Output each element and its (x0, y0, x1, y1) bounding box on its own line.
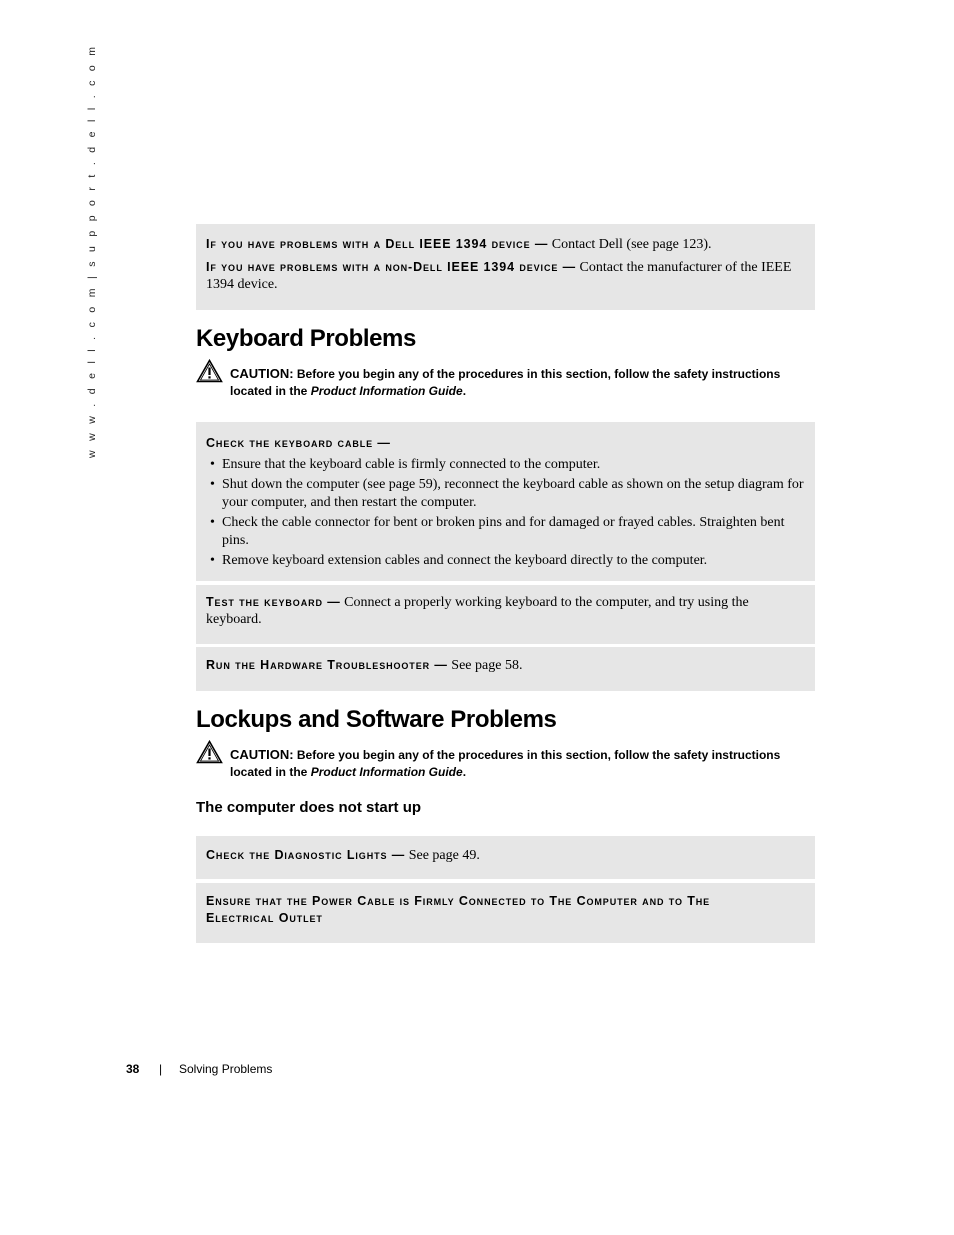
keyboard-problems-title: Keyboard Problems (196, 325, 416, 352)
ieee1394-dell-heading: If you have problems with a Dell IEEE 1394 device — (206, 237, 549, 251)
check-diagnostic-lights-heading: Check the Diagnostic Lights — (206, 848, 406, 862)
run-troubleshooter-heading: Run the Hardware Troubleshooter — (206, 658, 448, 672)
keyboard-caution-label: CAUTION: (230, 366, 294, 381)
ieee1394-dell-text: Contact Dell (see page 123). (551, 237, 712, 252)
keyboard-caution-guide: Product Information Guide (310, 384, 463, 398)
run-troubleshooter-box (196, 647, 815, 691)
caution-triangle-icon (196, 740, 223, 764)
lockups-caution-label: CAUTION: (230, 747, 294, 762)
lockups-caution (196, 746, 796, 781)
side-url: w w w . d e l l . c o m | s u p p o r t . d e l l . c o m (86, 43, 98, 458)
lockups-caution-text (230, 746, 796, 781)
test-keyboard-paragraph (206, 594, 805, 628)
lockups-caution-end: . (462, 765, 467, 779)
ieee1394-nondell-heading: If you have problems with a non-Dell IEEE 1394 device — (206, 260, 577, 274)
page-footer (126, 1062, 273, 1076)
ieee1394-nondell-paragraph (206, 259, 805, 293)
footer-separator: | (159, 1062, 163, 1076)
list-item: • Check the cable connector for bent or broken pins and for damaged or frayed cables. Straighten bent pins. (206, 514, 805, 550)
ieee1394-nondell-text: Contact the manufacturer of the IEEE 1394 device. (206, 260, 792, 292)
check-keyboard-cable-box (196, 422, 815, 581)
lockups-title: Lockups and Software Problems (196, 706, 557, 733)
check-diagnostic-lights-paragraph (206, 847, 805, 864)
footer-section-title: Solving Problems (179, 1062, 273, 1076)
ieee1394-box (196, 224, 815, 310)
run-troubleshooter-text: See page 58. (451, 658, 523, 673)
test-keyboard-box (196, 585, 815, 644)
check-diagnostic-lights-text: See page 49. (408, 848, 480, 863)
list-item: • Shut down the computer (see page 59), reconnect the keyboard cable as shown on the setup diagram for your computer, and then restart the computer. (206, 476, 805, 512)
check-diagnostic-lights-box (196, 836, 815, 879)
computer-not-start-subheading: The computer does not start up (196, 799, 422, 816)
run-troubleshooter-paragraph (206, 657, 805, 674)
keyboard-caution-text (230, 365, 796, 400)
page-number: 38 (126, 1062, 140, 1076)
list-item: • Remove keyboard extension cables and connect the keyboard directly to the computer. (206, 552, 805, 570)
keyboard-caution-end: . (462, 384, 467, 398)
test-keyboard-heading: Test the keyboard — (206, 595, 341, 609)
lockups-caution-guide: Product Information Guide (310, 765, 463, 779)
power-cable-heading: Ensure that the Power Cable is Firmly Connected to The Computer and to The Electrical Outlet (206, 894, 711, 925)
test-keyboard-text: Connect a properly working keyboard to the computer, and try using the keyboard. (206, 595, 749, 627)
caution-triangle-icon (196, 359, 223, 383)
keyboard-cable-bullets (206, 456, 805, 570)
power-cable-box (196, 883, 815, 943)
keyboard-caution (196, 365, 796, 400)
list-item: • Ensure that the keyboard cable is firmly connected to the computer. (206, 456, 805, 474)
ieee1394-dell-paragraph (206, 236, 805, 253)
lockups-caution-body: Before you begin any of the procedures in this section, follow the safety instructions located in the (230, 748, 781, 779)
keyboard-caution-body: Before you begin any of the procedures in this section, follow the safety instructions located in the (230, 367, 781, 398)
check-keyboard-cable-heading: Check the keyboard cable — (206, 436, 391, 450)
